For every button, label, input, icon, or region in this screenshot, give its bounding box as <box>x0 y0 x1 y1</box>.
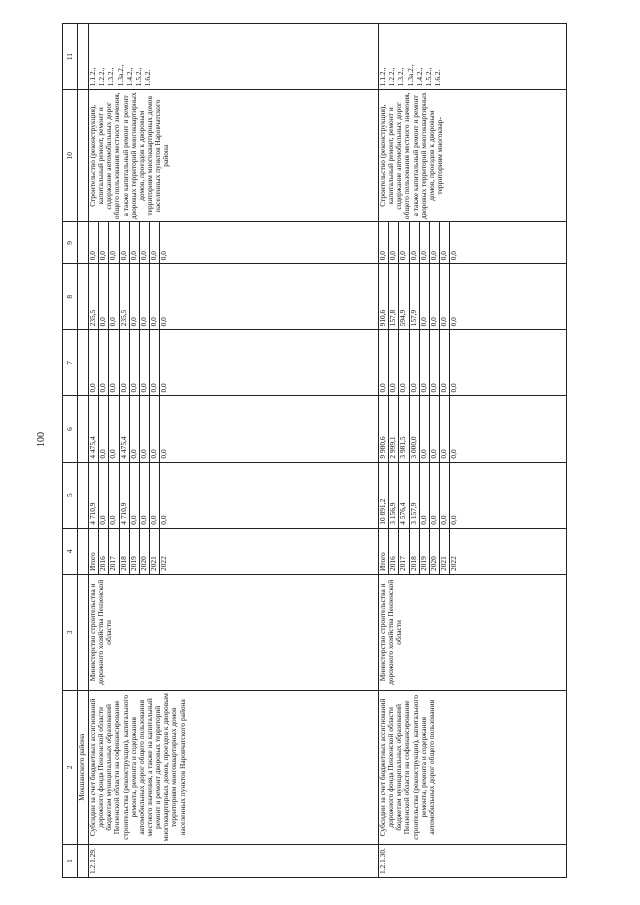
regional-funding-values: 4 475,4 0,0 0,0 4 475,4 0,0 0,0 0,0 0,0 <box>89 396 170 461</box>
col-header-2: 2 <box>63 690 78 844</box>
total-funding-values: 4 710,9 0,0 0,0 4 710,9 0,0 0,0 0,0 0,0 <box>89 463 170 528</box>
years-list: Итого 2016 2017 2018 2019 2020 2021 2022 <box>89 529 170 574</box>
col-header-1: 1 <box>63 844 78 877</box>
regional-funding-values: 9 980,6 2 999,1 3 981,5 3 000,0 0,0 0,0 0,0 0,0 <box>379 396 460 461</box>
section-title: Мокшанского района <box>78 690 89 844</box>
row-code: 1.2.1.29. <box>89 844 379 877</box>
row-executor: Министерство строительства и дорожного хозяйства Пензенской области <box>89 574 379 690</box>
federal-funding-values: 0,0 0,0 0,0 0,0 0,0 0,0 0,0 0,0 <box>89 330 170 395</box>
row-executor: Министерство строительства и дорожного хозяйства Пензенской области <box>379 574 567 690</box>
indicator-list: 1.1.2., 1.2.2., 1.3.2., 1.3а.2., 1.4.2., 1.5.2., 1.6.2. <box>88 64 153 87</box>
other-funding-values: 0,0 0,0 0,0 0,0 0,0 0,0 0,0 0,0 <box>89 222 170 263</box>
total-funding-values: 10 891,2 3 156,9 4 576,4 3 157,9 0,0 0,0 0,0 0,0 <box>379 463 460 528</box>
local-funding-values: 910,6 157,8 594,9 157,9 0,0 0,0 0,0 0,0 <box>379 264 460 329</box>
table-row <box>89 24 379 878</box>
col-header-10: 10 <box>63 90 78 222</box>
section-row <box>78 24 89 878</box>
program-table <box>62 23 567 878</box>
local-funding-values: 235,5 0,0 0,0 235,5 0,0 0,0 0,0 0,0 <box>89 264 170 329</box>
col-header-6: 6 <box>63 396 78 462</box>
row-result: Строительство (реконструкция), капитальный ремонт, ремонт и содержание автомобильных дорог общего пользования местного значения, а также капитальный ремонт и ремонт дворовых территорий многоквартирных домов, проездов к дворовым территориям многоквар- <box>379 90 567 222</box>
row-name: Субсидии за счет бюджетных ассигнований дорожного фонда Пензенской области бюджетам муниципальных образований Пензенской области на софинансирование строительства (реконструкции), капитального ремонта, ремонта и содержания автомобильных дорог общего пользования местного значения, а также на капитальный ремонт и ремонт дворовых территорий многоквартирных домов, проездов к дворовым территориям многоквартирных домов населенных пунктов Наровчатского района <box>89 690 379 844</box>
indicator-list: 1.1.2., 1.2.2., 1.3.2., 1.3а.2., 1.4.2., 1.5.2., 1.6.2. <box>378 64 443 87</box>
other-funding-values: 0,0 0,0 0,0 0,0 0,0 0,0 0,0 0,0 <box>379 222 460 263</box>
table-row <box>379 24 567 878</box>
page-number: 100 <box>36 432 47 447</box>
col-header-9: 9 <box>63 222 78 264</box>
col-header-8: 8 <box>63 264 78 330</box>
years-list: Итого 2016 2017 2018 2019 2020 2021 2022 <box>379 529 460 574</box>
col-header-3: 3 <box>63 574 78 690</box>
col-header-7: 7 <box>63 330 78 396</box>
row-result: Строительство (реконструкция), капитальный ремонт, ремонт и содержание автомобильных дорог общего пользования местного значения, а также капитальный ремонт и ремонт дворовых территорий многоквартирных домов, проездов к дворовым территориям многоквартирных домов населенных пунктов Наровчатского района <box>89 90 379 222</box>
header-row <box>63 24 78 878</box>
col-header-5: 5 <box>63 462 78 528</box>
federal-funding-values: 0,0 0,0 0,0 0,0 0,0 0,0 0,0 0,0 <box>379 330 460 395</box>
row-code: 1.2.1.30. <box>379 844 567 877</box>
col-header-11: 11 <box>63 24 78 90</box>
col-header-4: 4 <box>63 528 78 574</box>
row-name: Субсидии за счет бюджетных ассигнований дорожного фонда Пензенской области бюджетам муниципальных образований Пензенской области на софинансирование строительства (реконструкции), капитального ремонта, ремонта и содержания автомобильных дорог общего пользования <box>379 690 567 844</box>
